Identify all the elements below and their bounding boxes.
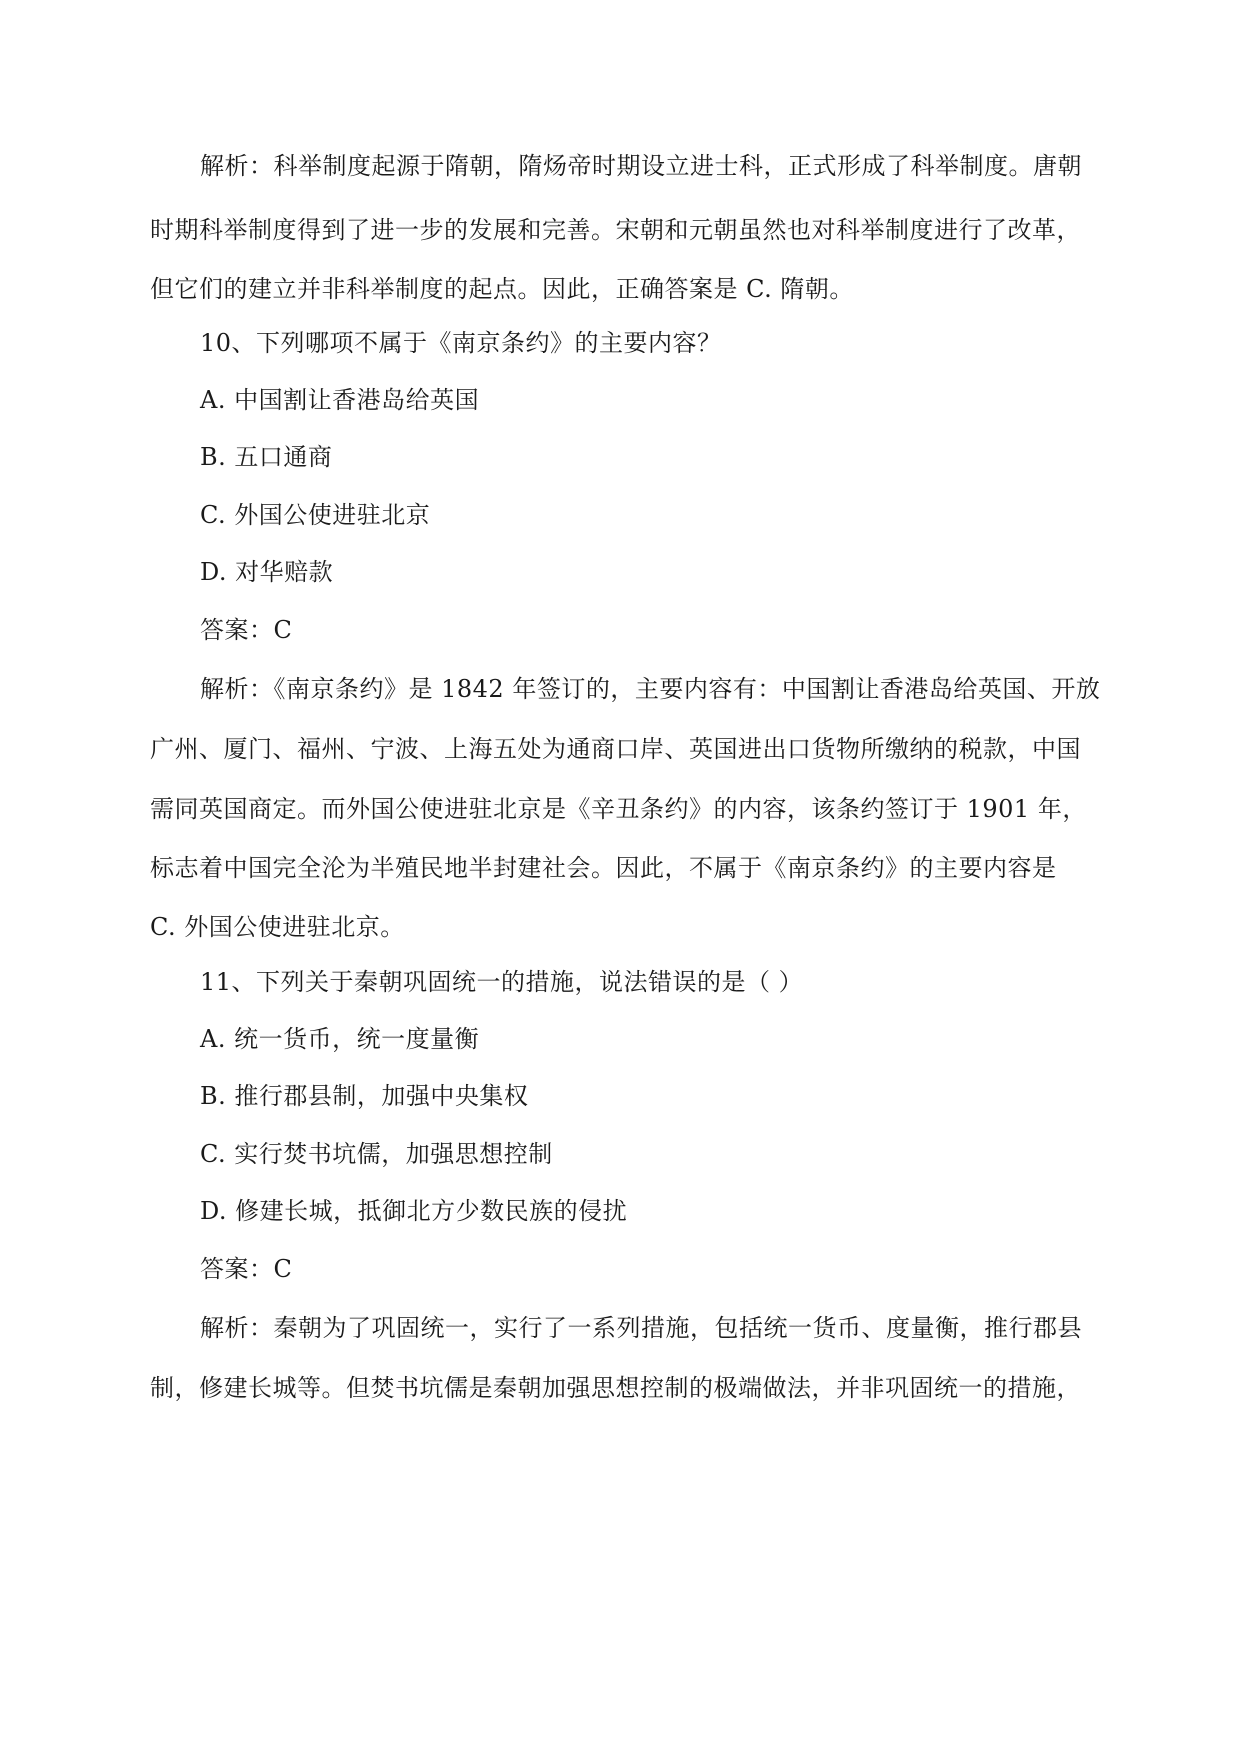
analysis-10-line-4: 标志着中国完全沦为半殖民地半封建社会。因此，不属于《南京条约》的主要内容是: [150, 854, 1057, 882]
option-11-c: C. 实行焚书坑儒，加强思想控制: [200, 1140, 553, 1168]
question-11: 11、下列关于秦朝巩固统一的措施，说法错误的是（ ）: [200, 968, 804, 996]
option-10-c: C. 外国公使进驻北京: [200, 501, 431, 529]
option-11-a: A. 统一货币，统一度量衡: [200, 1025, 480, 1053]
option-10-a: A. 中国割让香港岛给英国: [200, 386, 480, 414]
analysis-10-line-3: 需同英国商定。而外国公使进驻北京是《辛丑条约》的内容，该条约签订于 1901 年，: [150, 795, 1087, 823]
analysis-11-line-2: 制，修建长城等。但焚书坑儒是秦朝加强思想控制的极端做法，并非巩固统一的措施，: [150, 1374, 1081, 1402]
analysis-9-line-2: 时期科举制度得到了进一步的发展和完善。宋朝和元朝虽然也对科举制度进行了改革，: [150, 216, 1081, 244]
option-11-b: B. 推行郡县制，加强中央集权: [200, 1082, 529, 1110]
option-11-d: D. 修建长城，抵御北方少数民族的侵扰: [200, 1197, 628, 1225]
analysis-11-line-1: 解析：秦朝为了巩固统一，实行了一系列措施，包括统一货币、度量衡，推行郡县: [200, 1314, 1082, 1342]
question-10: 10、下列哪项不属于《南京条约》的主要内容？: [200, 329, 722, 357]
answer-11: 答案：C: [200, 1255, 293, 1283]
option-10-b: B. 五口通商: [200, 443, 333, 471]
analysis-10-line-5: C. 外国公使进驻北京。: [150, 913, 405, 941]
analysis-10-line-2: 广州、厦门、福州、宁波、上海五处为通商口岸、英国进出口货物所缴纳的税款，中国: [150, 735, 1081, 763]
option-10-d: D. 对华赔款: [200, 558, 334, 586]
analysis-9-line-3: 但它们的建立并非科举制度的起点。因此，正确答案是 C. 隋朝。: [150, 275, 854, 303]
analysis-10-line-1: 解析：《南京条约》是 1842 年签订的，主要内容有：中国割让香港岛给英国、开放: [200, 675, 1101, 703]
answer-10: 答案：C: [200, 616, 293, 644]
analysis-9-line-1: 解析：科举制度起源于隋朝，隋炀帝时期设立进士科，正式形成了科举制度。唐朝: [200, 152, 1082, 180]
